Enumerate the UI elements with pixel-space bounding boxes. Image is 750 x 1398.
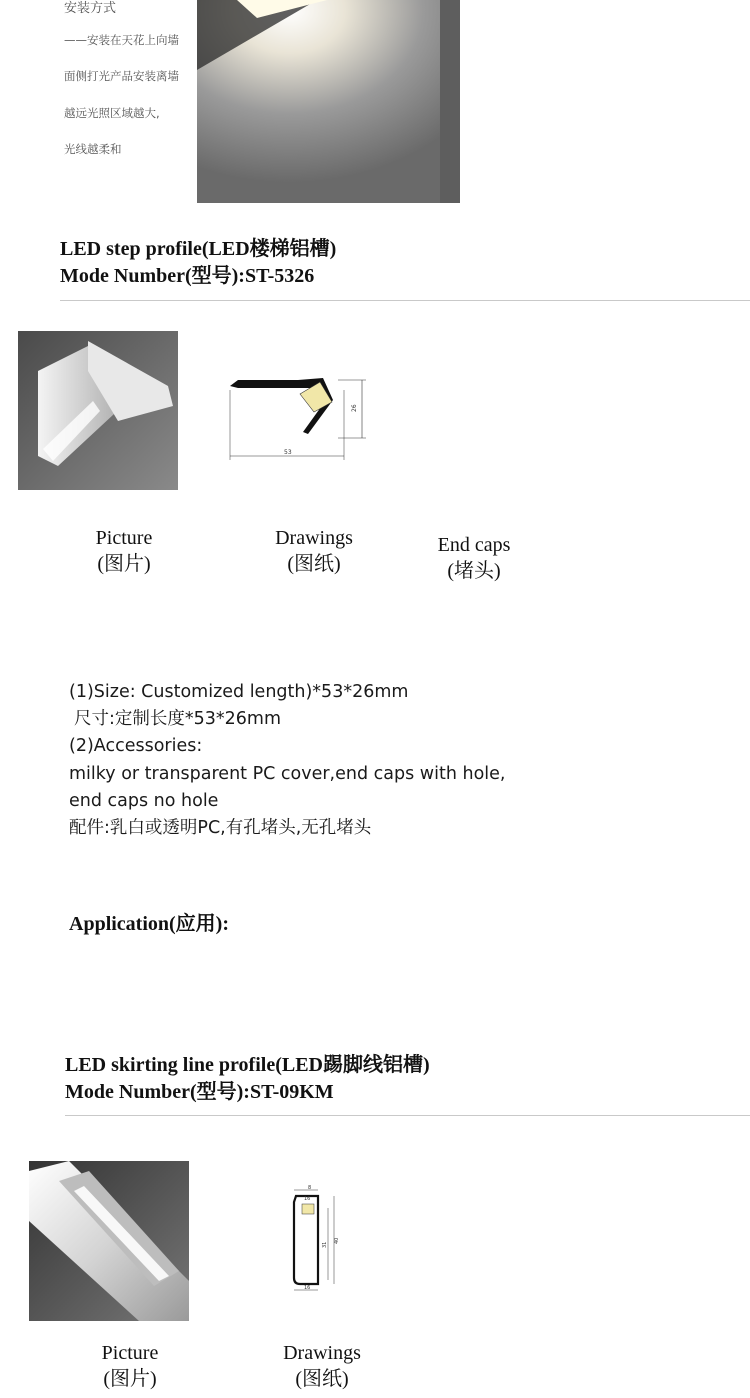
dimension-height: 26 [351, 404, 358, 412]
dimension-mid: 16 [304, 1196, 311, 1202]
skirting-profile-photo [29, 1161, 189, 1321]
step-profile-drawing [228, 372, 368, 462]
step-profile-photo [18, 331, 178, 490]
picture-caption: Picture (图片) [101, 1342, 159, 1390]
dimension-width: 53 [284, 449, 292, 456]
drawings-caption: Drawings (图纸) [275, 527, 353, 575]
skirting-profile-model: Mode Number(型号):ST-09KM [65, 1081, 334, 1103]
spec-accessories-line: end caps no hole [69, 791, 219, 811]
installation-line: 面侧打光产品安装离墙 [64, 69, 179, 83]
dimension-top: 8 [308, 1185, 312, 1191]
section-divider [60, 300, 750, 301]
installation-photo [197, 0, 460, 203]
drawings-caption: Drawings (图纸) [283, 1342, 361, 1390]
section-divider [65, 1115, 750, 1116]
installation-line: ——安装在天花上向墙 [64, 33, 179, 47]
installation-heading: 安装方式 [64, 1, 117, 16]
dimension-height: 40 [334, 1237, 340, 1244]
spec-accessories-cn: 配件:乳白或透明PC,有孔堵头,无孔堵头 [69, 818, 372, 838]
spec-size: (1)Size: Customized length)*53*26mm [69, 682, 409, 702]
spec-size-cn: 尺寸:定制长度*53*26mm [74, 709, 282, 729]
dimension-bottom: 16 [304, 1285, 311, 1291]
end-caps-caption: End caps (堵头) [437, 534, 511, 582]
installation-line: 越远光照区域越大, [64, 106, 160, 120]
picture-caption: Picture (图片) [95, 527, 153, 575]
step-profile-model: Mode Number(型号):ST-5326 [60, 265, 315, 287]
skirting-profile-title: LED skirting line profile(LED踢脚线铝槽) [65, 1054, 430, 1076]
dimension-inner: 31 [322, 1241, 328, 1248]
spec-accessories-line: milky or transparent PC cover,end caps with hole, [69, 764, 506, 784]
spec-accessories: (2)Accessories: [69, 736, 203, 756]
installation-line: 光线越柔和 [64, 142, 122, 156]
step-profile-title: LED step profile(LED楼梯铝槽) [60, 238, 337, 260]
skirting-profile-drawing [284, 1184, 342, 1294]
application-heading: Application(应用): [69, 913, 229, 935]
